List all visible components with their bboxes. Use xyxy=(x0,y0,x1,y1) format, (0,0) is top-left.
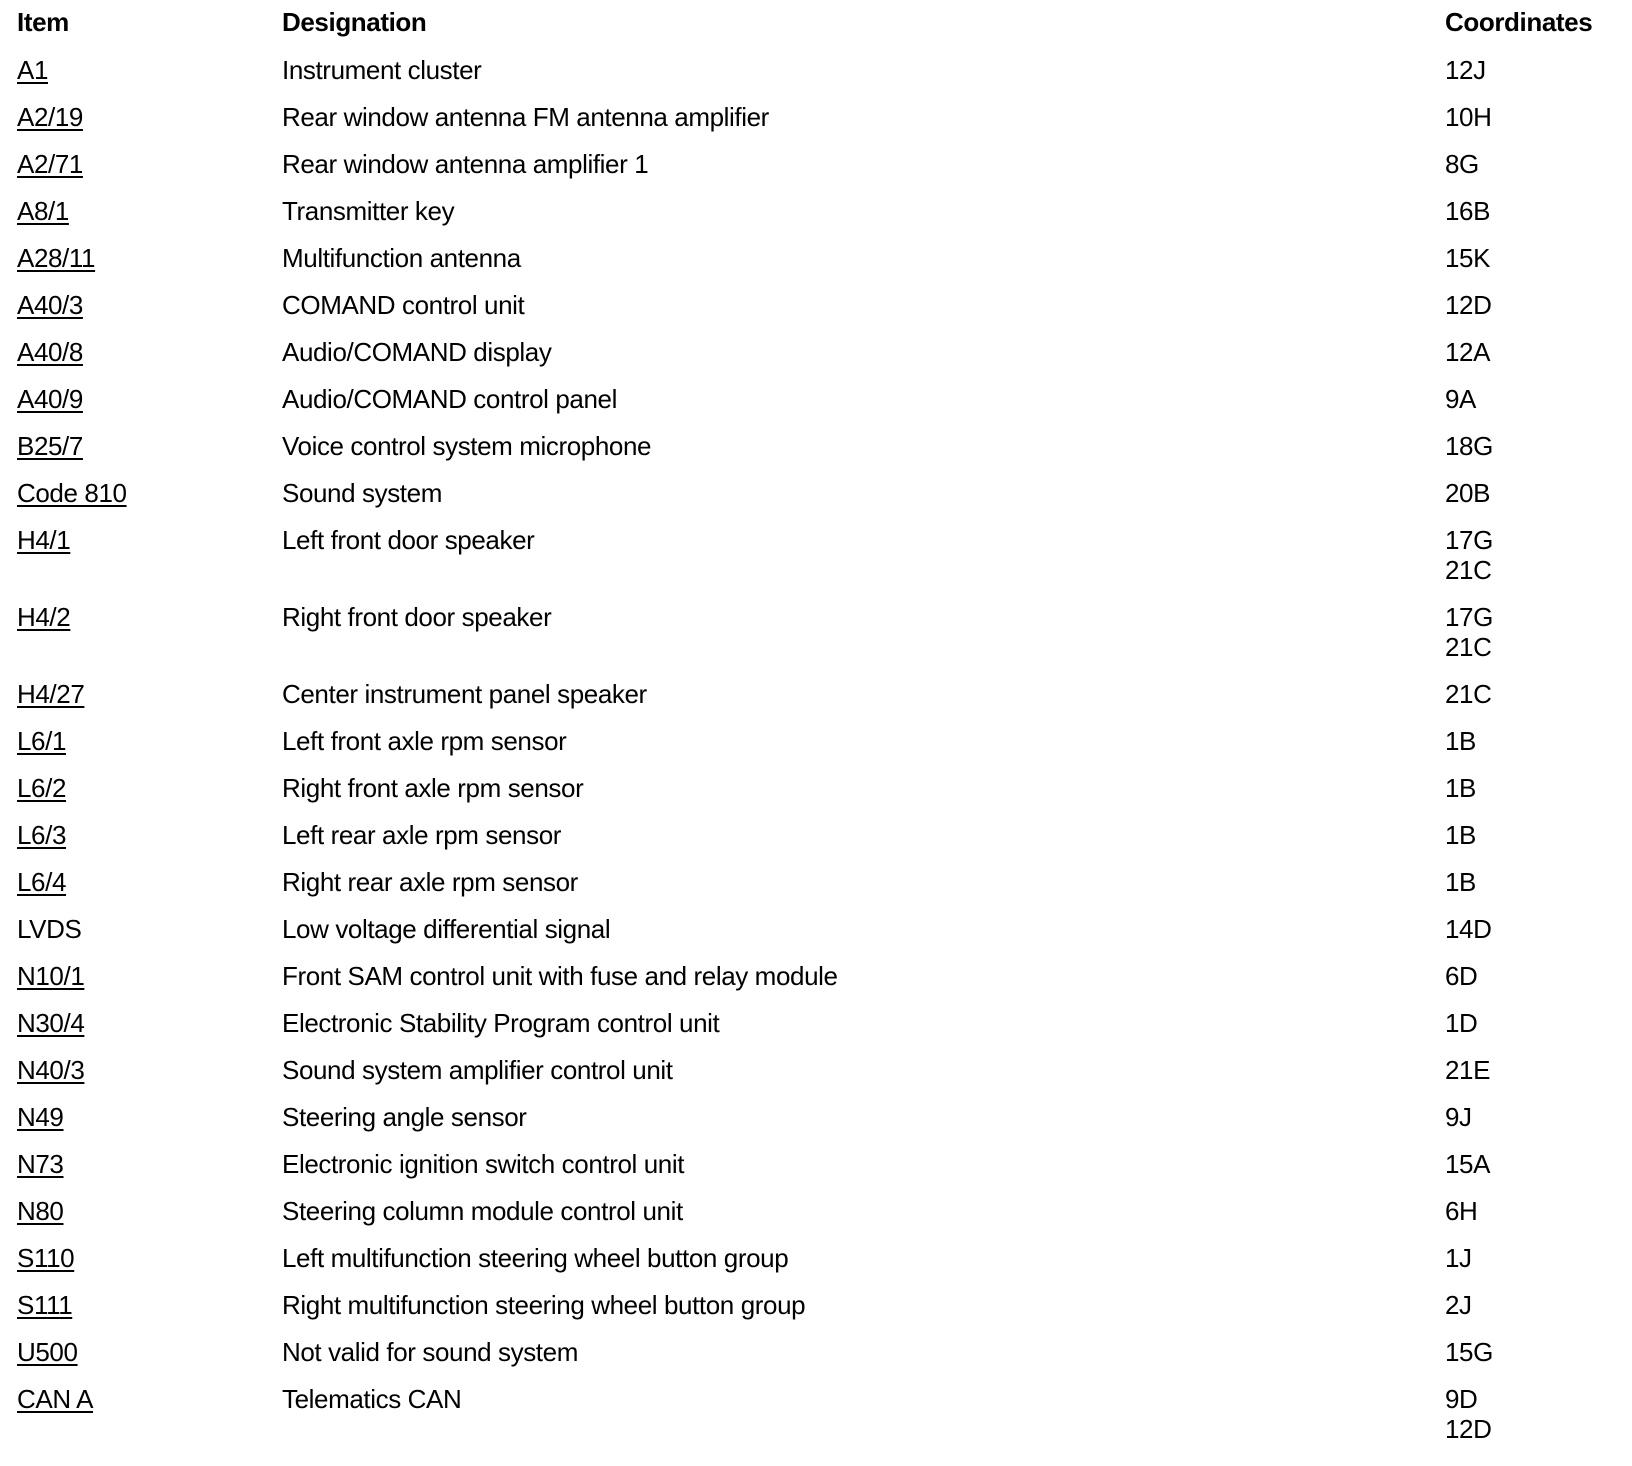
coordinate-value: 6H xyxy=(1445,1196,1478,1226)
designation-cell: Left front axle rpm sensor xyxy=(282,726,567,756)
table-row xyxy=(17,595,1617,672)
table-row xyxy=(17,907,1617,954)
item-cell xyxy=(17,384,282,414)
designation-cell: Electronic ignition switch control unit xyxy=(282,1149,685,1179)
coordinate-value: 21C xyxy=(1445,632,1492,662)
item-cell xyxy=(17,196,282,226)
item-cell xyxy=(17,1196,282,1226)
designation-cell: Left multifunction steering wheel button group xyxy=(282,1243,789,1273)
item-link[interactable]: H4/27 xyxy=(17,679,85,709)
designation-cell: Telematics CAN xyxy=(282,1384,462,1414)
item-cell xyxy=(17,478,282,508)
item-cell xyxy=(17,102,282,132)
coordinates-cell xyxy=(1445,478,1617,508)
coordinate-value: 1J xyxy=(1445,1243,1472,1273)
item-cell xyxy=(17,243,282,273)
designation-cell: Center instrument panel speaker xyxy=(282,679,647,709)
item-link[interactable]: A8/1 xyxy=(17,196,69,226)
coordinate-value: 21E xyxy=(1445,1055,1491,1085)
designation-cell: Right front axle rpm sensor xyxy=(282,773,584,803)
designation-cell: Instrument cluster xyxy=(282,55,482,85)
component-legend-table xyxy=(17,6,1617,1454)
table-row xyxy=(17,424,1617,471)
coordinate-value: 20B xyxy=(1445,478,1491,508)
item-link[interactable]: N10/1 xyxy=(17,961,85,991)
coordinates-cell xyxy=(1445,1055,1617,1085)
coordinate-value: 21C xyxy=(1445,555,1492,585)
coordinate-value: 17G xyxy=(1445,525,1493,555)
coordinates-cell xyxy=(1445,243,1617,273)
item-link[interactable]: A1 xyxy=(17,55,49,85)
coordinates-cell xyxy=(1445,196,1617,226)
item-cell xyxy=(17,602,282,632)
coordinates-cell xyxy=(1445,102,1617,132)
coordinate-value: 17G xyxy=(1445,602,1493,632)
item-cell xyxy=(17,961,282,991)
item-label: LVDS xyxy=(17,914,82,944)
coordinate-value: 15K xyxy=(1445,243,1491,273)
item-cell xyxy=(17,1384,282,1414)
coordinate-value: 1B xyxy=(1445,820,1477,850)
item-link[interactable]: A40/8 xyxy=(17,337,83,367)
designation-cell: COMAND control unit xyxy=(282,290,525,320)
coordinate-value: 9J xyxy=(1445,1102,1472,1132)
coordinate-value: 9A xyxy=(1445,384,1477,414)
header-designation: Designation xyxy=(282,7,427,37)
table-row xyxy=(17,719,1617,766)
table-row xyxy=(17,1189,1617,1236)
table-row xyxy=(17,1048,1617,1095)
designation-cell: Rear window antenna FM antenna amplifier xyxy=(282,102,769,132)
coordinates-cell xyxy=(1445,1196,1617,1226)
table-row xyxy=(17,860,1617,907)
coordinates-cell xyxy=(1445,525,1617,585)
table-row xyxy=(17,1330,1617,1377)
table-row xyxy=(17,142,1617,189)
coordinates-cell xyxy=(1445,337,1617,367)
coordinate-value: 14D xyxy=(1445,914,1492,944)
item-cell xyxy=(17,337,282,367)
header-item: Item xyxy=(17,7,69,37)
item-cell xyxy=(17,1055,282,1085)
coordinates-cell xyxy=(1445,1102,1617,1132)
table-row xyxy=(17,1142,1617,1189)
coordinate-value: 8G xyxy=(1445,149,1479,179)
coordinates-cell xyxy=(1445,679,1617,709)
coordinate-value: 10H xyxy=(1445,102,1492,132)
item-cell xyxy=(17,431,282,461)
designation-cell: Voice control system microphone xyxy=(282,431,652,461)
designation-cell: Left front door speaker xyxy=(282,525,535,555)
item-cell xyxy=(17,867,282,897)
item-link[interactable]: N30/4 xyxy=(17,1008,85,1038)
coordinate-value: 1D xyxy=(1445,1008,1478,1038)
designation-cell: Sound system amplifier control unit xyxy=(282,1055,673,1085)
item-link[interactable]: L6/1 xyxy=(17,726,67,756)
coordinate-value: 12J xyxy=(1445,55,1486,85)
item-cell xyxy=(17,820,282,850)
item-cell xyxy=(17,773,282,803)
coordinate-value: 18G xyxy=(1445,431,1493,461)
item-link[interactable]: B25/7 xyxy=(17,431,83,461)
item-link[interactable]: U500 xyxy=(17,1337,78,1367)
coordinates-cell xyxy=(1445,602,1617,662)
coordinate-value: 9D xyxy=(1445,1384,1478,1414)
item-link[interactable]: A2/71 xyxy=(17,149,83,179)
item-link[interactable]: A28/11 xyxy=(17,243,96,273)
table-row xyxy=(17,377,1617,424)
item-link[interactable]: CAN A xyxy=(17,1384,94,1414)
designation-cell: Rear window antenna amplifier 1 xyxy=(282,149,649,179)
item-link[interactable]: N40/3 xyxy=(17,1055,85,1085)
designation-cell: Right multifunction steering wheel button group xyxy=(282,1290,806,1320)
item-cell xyxy=(17,1337,282,1367)
table-row xyxy=(17,1377,1617,1454)
designation-cell: Steering angle sensor xyxy=(282,1102,527,1132)
coordinates-cell xyxy=(1445,914,1617,944)
item-cell xyxy=(17,149,282,179)
coordinates-cell xyxy=(1445,820,1617,850)
coordinate-value: 12D xyxy=(1445,1414,1492,1444)
coordinate-value: 1B xyxy=(1445,867,1477,897)
coordinates-cell xyxy=(1445,431,1617,461)
item-link[interactable]: H4/2 xyxy=(17,602,71,632)
table-row xyxy=(17,236,1617,283)
item-cell xyxy=(17,1290,282,1320)
designation-cell: Transmitter key xyxy=(282,196,455,226)
coordinates-cell xyxy=(1445,867,1617,897)
table-row xyxy=(17,672,1617,719)
designation-cell: Audio/COMAND control panel xyxy=(282,384,617,414)
item-cell xyxy=(17,290,282,320)
table-body xyxy=(17,48,1617,1454)
item-link[interactable]: L6/3 xyxy=(17,820,67,850)
designation-cell: Steering column module control unit xyxy=(282,1196,683,1226)
item-cell xyxy=(17,55,282,85)
header-coordinates: Coordinates xyxy=(1445,7,1593,37)
coordinates-cell xyxy=(1445,1290,1617,1320)
item-cell xyxy=(17,1149,282,1179)
designation-cell: Left rear axle rpm sensor xyxy=(282,820,562,850)
table-row xyxy=(17,283,1617,330)
coordinates-cell xyxy=(1445,961,1617,991)
designation-cell: Low voltage differential signal xyxy=(282,914,611,944)
table-row xyxy=(17,1095,1617,1142)
coordinates-cell xyxy=(1445,55,1617,85)
item-link[interactable]: A40/9 xyxy=(17,384,83,414)
item-cell xyxy=(17,679,282,709)
table-row xyxy=(17,471,1617,518)
coordinate-value: 6D xyxy=(1445,961,1478,991)
item-link[interactable]: L6/4 xyxy=(17,867,67,897)
table-row xyxy=(17,95,1617,142)
item-link[interactable]: A40/3 xyxy=(17,290,83,320)
table-row xyxy=(17,766,1617,813)
coordinate-value: 16B xyxy=(1445,196,1491,226)
coordinates-cell xyxy=(1445,726,1617,756)
designation-cell: Sound system xyxy=(282,478,442,508)
coordinate-value: 21C xyxy=(1445,679,1492,709)
item-cell xyxy=(17,1008,282,1038)
coordinate-value: 15G xyxy=(1445,1337,1493,1367)
item-cell xyxy=(17,1102,282,1132)
item-link[interactable]: L6/2 xyxy=(17,773,67,803)
coordinate-value: 15A xyxy=(1445,1149,1491,1179)
designation-cell: Electronic Stability Program control unit xyxy=(282,1008,720,1038)
table-row xyxy=(17,1236,1617,1283)
coordinates-cell xyxy=(1445,1384,1617,1444)
table-row xyxy=(17,189,1617,236)
coordinate-value: 1B xyxy=(1445,773,1477,803)
coordinate-value: 12A xyxy=(1445,337,1491,367)
item-link[interactable]: S110 xyxy=(17,1243,75,1273)
table-row xyxy=(17,330,1617,377)
item-link[interactable]: A2/19 xyxy=(17,102,83,132)
designation-cell: Right rear axle rpm sensor xyxy=(282,867,578,897)
item-cell xyxy=(17,525,282,555)
table-row xyxy=(17,518,1617,595)
item-cell xyxy=(17,1243,282,1273)
table-row xyxy=(17,1283,1617,1330)
coordinate-value: 2J xyxy=(1445,1290,1472,1320)
table-row xyxy=(17,48,1617,95)
designation-cell: Multifunction antenna xyxy=(282,243,521,273)
item-link[interactable]: N80 xyxy=(17,1196,64,1226)
coordinate-value: 1B xyxy=(1445,726,1477,756)
designation-cell: Front SAM control unit with fuse and relay module xyxy=(282,961,838,991)
table-row xyxy=(17,1001,1617,1048)
item-link[interactable]: Code 810 xyxy=(17,478,127,508)
coordinates-cell xyxy=(1445,1243,1617,1273)
coordinates-cell xyxy=(1445,773,1617,803)
coordinates-cell xyxy=(1445,1008,1617,1038)
coordinates-cell xyxy=(1445,1149,1617,1179)
coordinates-cell xyxy=(1445,384,1617,414)
designation-cell: Right front door speaker xyxy=(282,602,552,632)
table-row xyxy=(17,813,1617,860)
coordinate-value: 12D xyxy=(1445,290,1492,320)
item-link[interactable]: S111 xyxy=(17,1290,73,1320)
coordinates-cell xyxy=(1445,1337,1617,1367)
item-link[interactable]: H4/1 xyxy=(17,525,71,555)
table-header xyxy=(17,6,1617,48)
table-row xyxy=(17,954,1617,1001)
item-link[interactable]: N49 xyxy=(17,1102,64,1132)
item-link[interactable]: N73 xyxy=(17,1149,64,1179)
item-cell xyxy=(17,914,282,944)
designation-cell: Audio/COMAND display xyxy=(282,337,552,367)
designation-cell: Not valid for sound system xyxy=(282,1337,578,1367)
item-cell xyxy=(17,726,282,756)
coordinates-cell xyxy=(1445,290,1617,320)
coordinates-cell xyxy=(1445,149,1617,179)
